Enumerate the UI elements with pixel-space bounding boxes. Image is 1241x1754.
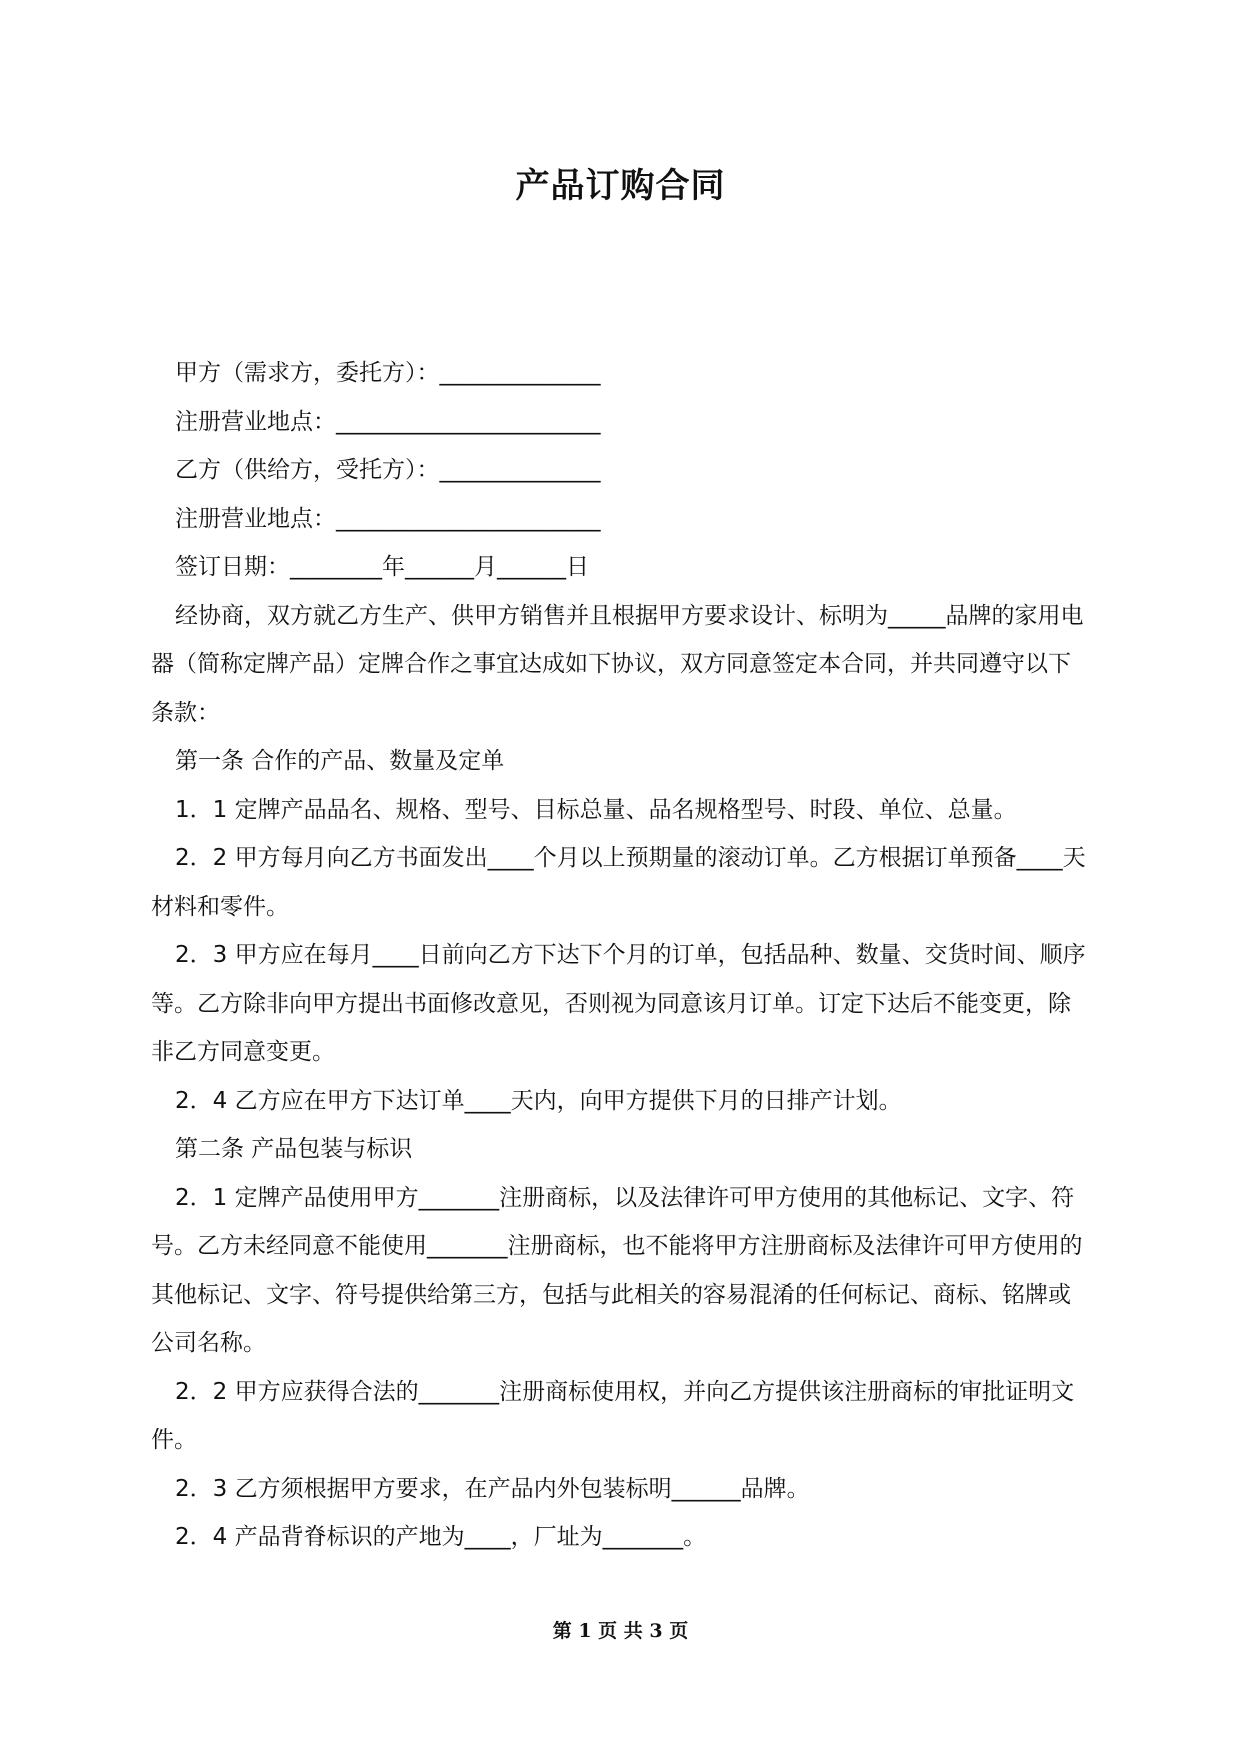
signing-date-line: 签订日期：________年______月______日 — [175, 554, 589, 580]
party-a-address-line: 注册营业地点：_______________________ — [175, 408, 601, 435]
document-body — [151, 349, 1091, 1562]
article-1-heading: 第一条 合作的产品、数量及定单 — [175, 748, 505, 774]
party-a-line: 甲方（需求方，委托方）：______________ — [175, 360, 601, 386]
clause-2-2: 2．2 甲方应获得合法的_______注册商标使用权，并向乙方提供该注册商标的审批证明文件。 — [151, 1378, 1075, 1453]
party-b-address-line: 注册营业地点：_______________________ — [175, 505, 601, 532]
party-b-line: 乙方（供给方，受托方）：______________ — [175, 457, 601, 483]
clause-2-4: 2．4 产品背脊标识的产地为____，厂址为_______。 — [175, 1524, 707, 1550]
clause-2-1: 2．1 定牌产品使用甲方_______注册商标，以及法律许可甲方使用的其他标记、文字、符号。乙方未经同意不能使用_______注册商标，也不能将甲方注册商标及法律许可甲方使用的其他标记、文字、符号提供给第三方，包括与此相关的容易混淆的任何标记、商标、铭牌或公司名称。 — [151, 1184, 1083, 1356]
clause-2-3: 2．3 乙方须根据甲方要求，在产品内外包装标明______品牌。 — [175, 1475, 810, 1502]
clause-1-3: 2．3 甲方应在每月____日前向乙方下达下个月的订单，包括品种、数量、交货时间、顺序等。乙方除非向甲方提出书面修改意见，否则视为同意该月订单。订定下达后不能变更，除非乙方同意变更。 — [151, 942, 1086, 1065]
page-indicator: 第 1 页 共 3 页 — [552, 1620, 689, 1642]
clause-1-1: 1．1 定牌产品品名、规格、型号、目标总量、品名规格型号、时段、单位、总量。 — [175, 796, 1017, 823]
clause-1-2: 2．2 甲方每月向乙方书面发出____个月以上预期量的滚动订单。乙方根据订单预备____天材料和零件。 — [151, 845, 1086, 920]
article-2-heading: 第二条 产品包装与标识 — [175, 1136, 413, 1162]
document-title: 产品订购合同 — [515, 166, 726, 206]
clause-1-4: 2．4 乙方应在甲方下达订单____天内，向甲方提供下月的日排产计划。 — [175, 1087, 902, 1114]
preamble-paragraph: 经协商，双方就乙方生产、供甲方销售并且根据甲方要求设计、标明为_____品牌的家用电器（简称定牌产品）定牌合作之事宜达成如下协议，双方同意签定本合同，并共同遵守以下条款： — [151, 602, 1084, 726]
